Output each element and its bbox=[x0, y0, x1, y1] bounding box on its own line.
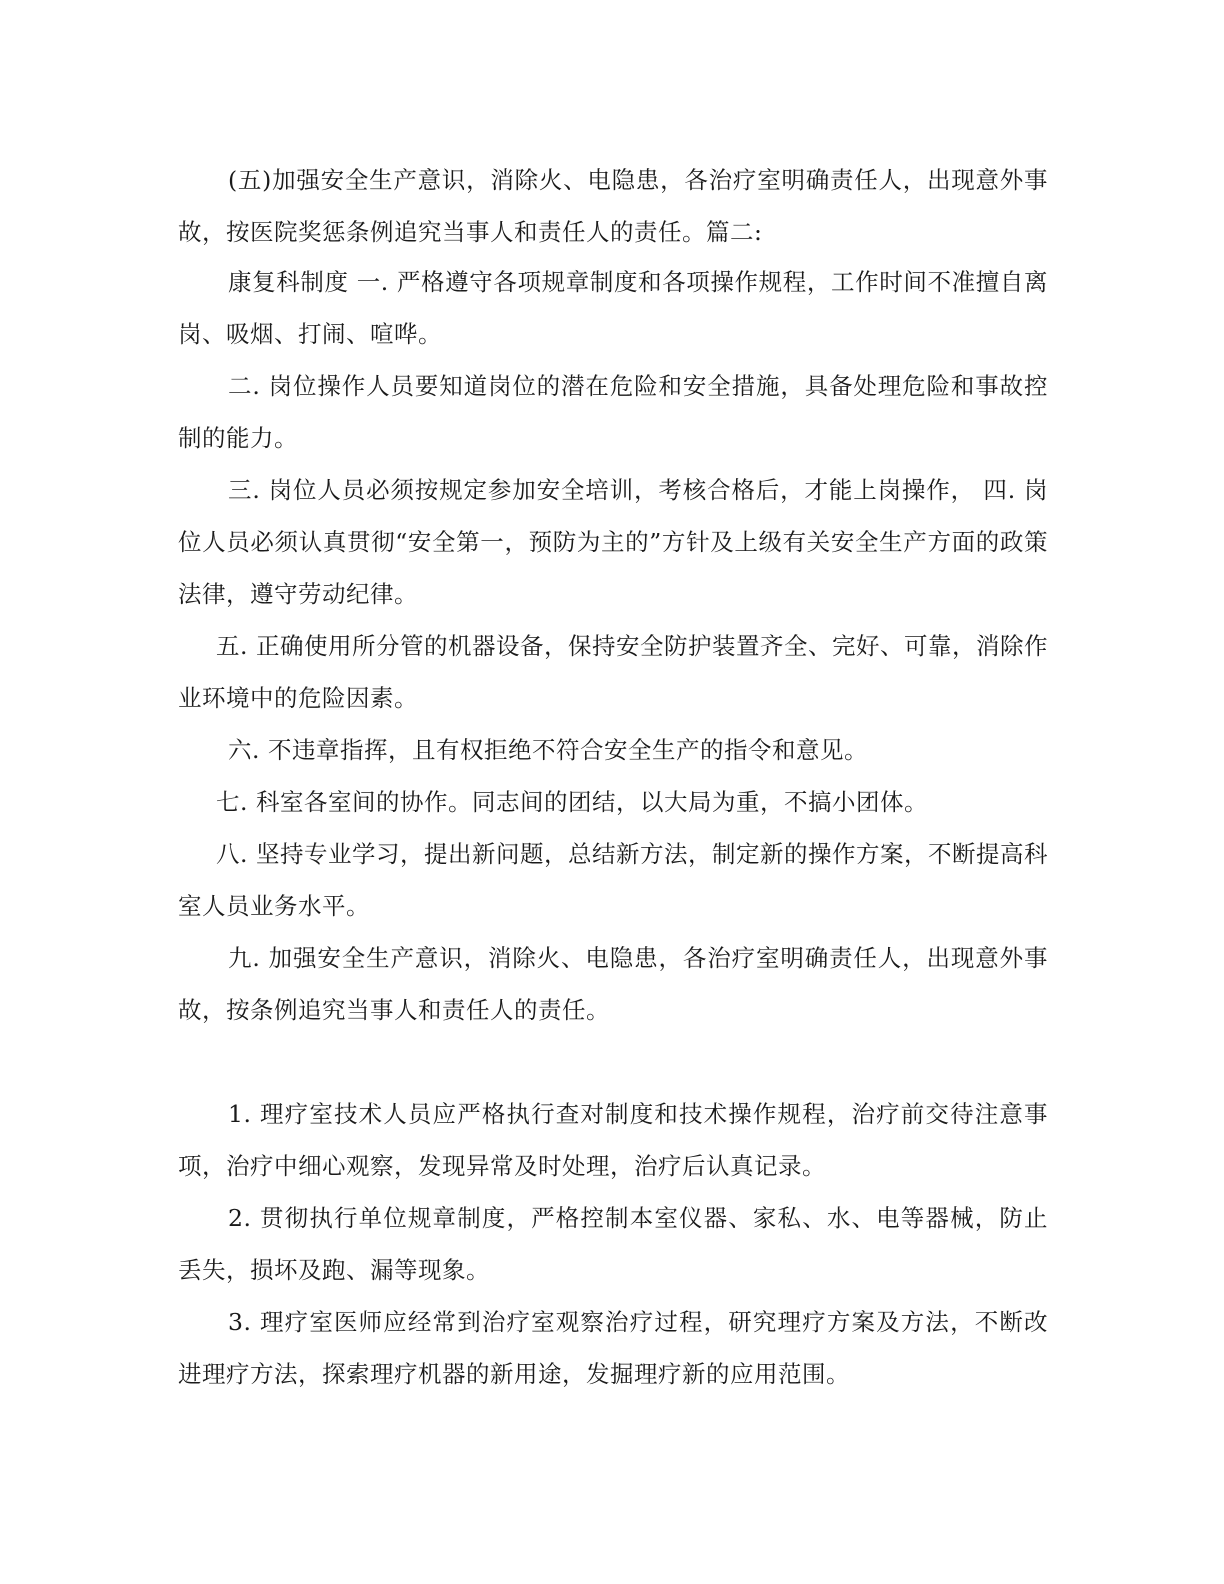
paragraph-rule-6: 六. 不违章指挥，且有权拒绝不符合安全生产的指令和意见。 bbox=[228, 736, 868, 764]
paragraph-rule-3-4: 三. 岗位人员必须按规定参加安全培训，考核合格后，才能上岗操作， 四. 岗位人员必须认真贯彻“安全第一，预防为主的”方针及上级有关安全生产方面的政策法律，遵守劳动纪律。 bbox=[178, 476, 1048, 608]
paragraph-rule-5: 五. 正确使用所分管的机器设备，保持安全防护装置齐全、完好、可靠，消除作业环境中的危险因素。 bbox=[178, 632, 1048, 712]
paragraph-physio-3: 3. 理疗室医师应经常到治疗室观察治疗过程，研究理疗方案及方法，不断改进理疗方法，探索理疗机器的新用途，发掘理疗新的应用范围。 bbox=[178, 1308, 1048, 1388]
paragraph-physio-1: 1. 理疗室技术人员应严格执行查对制度和技术操作规程，治疗前交待注意事项，治疗中细心观察，发现异常及时处理，治疗后认真记录。 bbox=[178, 1100, 1048, 1180]
paragraph-5-safety: (五)加强安全生产意识，消除火、电隐患，各治疗室明确责任人，出现意外事故，按医院奖惩条例追究当事人和责任人的责任。篇二: bbox=[178, 166, 1048, 246]
paragraph-rule-8: 八. 坚持专业学习，提出新问题，总结新方法，制定新的操作方案，不断提高科室人员业务水平。 bbox=[178, 840, 1048, 920]
paragraph-rule-2: 二. 岗位操作人员要知道岗位的潜在危险和安全措施，具备处理危险和事故控制的能力。 bbox=[178, 372, 1048, 452]
paragraph-rehab-rule-1: 康复科制度 一. 严格遵守各项规章制度和各项操作规程，工作时间不准擅自离岗、吸烟、打闹、喧哗。 bbox=[178, 268, 1048, 348]
paragraph-rule-9: 九. 加强安全生产意识，消除火、电隐患，各治疗室明确责任人，出现意外事故，按条例追究当事人和责任人的责任。 bbox=[178, 944, 1048, 1024]
paragraph-physio-2: 2. 贯彻执行单位规章制度，严格控制本室仪器、家私、水、电等器械，防止丢失，损坏及跑、漏等现象。 bbox=[178, 1204, 1048, 1284]
paragraph-rule-7: 七. 科室各室间的协作。同志间的团结，以大局为重，不搞小团体。 bbox=[216, 788, 928, 816]
